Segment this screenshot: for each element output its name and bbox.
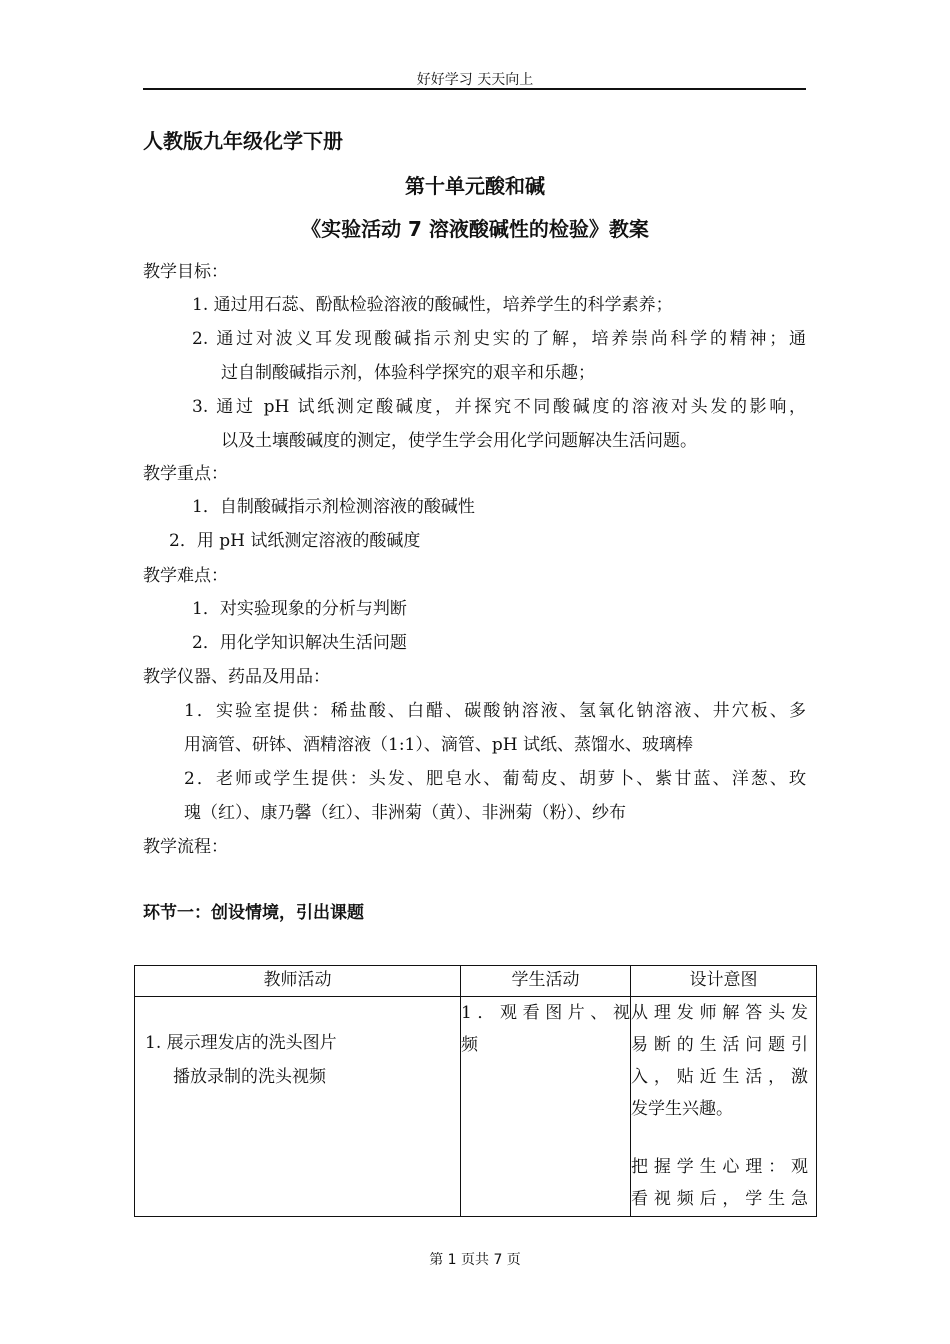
design-intent-cell [631,997,817,1217]
page-footer-number: 第 1 页共 7 页 [429,1252,521,1268]
design-intent-line-1: 从理发师解答头发 [631,1003,808,1023]
design-intent-spacer [631,1125,808,1151]
design-intent-line-4: 发学生兴趣。 [631,1099,733,1119]
objective-item-2-line-2: 过自制酸碱指示剂，体验科学探究的艰辛和乐趣； [221,363,595,383]
design-intent-line-5: 把握学生心理：观 [631,1157,808,1177]
page-header-text: 好好学习 天天向上 [416,72,534,88]
materials-item-2-line-2: 瑰（红）、康乃馨（红）、非洲菊（黄）、非洲菊（粉）、纱布 [184,803,626,823]
student-activity-line-2: 频 [461,1035,478,1055]
difficulty-item-2: 2．用化学知识解决生活问题 [192,633,407,653]
header-divider [143,88,806,90]
materials-item-1-line-2: 用滴管、研钵、酒精溶液（1:1）、滴管、pH 试纸、蒸馏水、玻璃棒 [184,735,693,755]
materials-item-2-line-1: 2．老师或学生提供：头发、肥皂水、葡萄皮、胡萝卜、紫甘蓝、洋葱、玫 [184,769,806,789]
objective-item-2-line-1: 2. 通过对波义耳发现酸碱指示剂史实的了解，培养崇尚科学的精神；通 [192,329,806,349]
student-activity-line-1: 1．观看图片、视 [461,1003,630,1023]
design-intent-line-2: 易断的生活问题引 [631,1035,808,1055]
table-row [135,997,817,1217]
doc-title-lesson: 《实验活动 7 溶液酸碱性的检验》教案 [301,217,649,241]
doc-title-unit: 第十单元酸和碱 [405,174,545,198]
objective-item-3-line-2: 以及土壤酸碱度的测定，使学生学会用化学问题解决生活问题。 [221,431,697,451]
design-intent-line-6: 看视频后，学生急 [631,1189,808,1209]
objective-item-3-line-1: 3. 通过 pH 试纸测定酸碱度，并探究不同酸碱度的溶液对头发的影响， [192,397,806,417]
process-heading: 教学流程： [143,837,228,857]
table-header-teacher: 教师活动 [135,966,461,997]
objective-item-1: 1. 通过用石蕊、酚酞检验溶液的酸碱性，培养学生的科学素养； [192,295,673,315]
table-header-student: 学生活动 [461,966,631,997]
student-activity-cell [461,997,631,1217]
materials-item-1-line-1: 1．实验室提供：稀盐酸、白醋、碳酸钠溶液、氢氧化钠溶液、井穴板、多 [184,701,806,721]
section-1-heading: 环节一：创设情境，引出课题 [143,903,364,923]
objectives-heading: 教学目标： [143,262,228,282]
lesson-activity-table [134,965,817,1217]
difficulty-item-1: 1．对实验现象的分析与判断 [192,599,407,619]
table-header-intent: 设计意图 [631,966,817,997]
teacher-activity-cell [135,997,461,1217]
doc-title-series: 人教版九年级化学下册 [143,129,343,153]
table-header-row [135,966,817,997]
materials-heading: 教学仪器、药品及用品： [143,667,330,687]
key-points-heading: 教学重点： [143,464,228,484]
key-point-item-1: 1．自制酸碱指示剂检测溶液的酸碱性 [192,497,475,517]
teacher-activity-line-2: 播放录制的洗头视频 [173,1067,326,1087]
key-point-item-2: 2．用 pH 试纸测定溶液的酸碱度 [169,531,421,551]
design-intent-line-3: 入，贴近生活，激 [631,1067,808,1087]
teacher-activity-line-1: 1. 展示理发店的洗头图片 [145,1033,337,1053]
difficulties-heading: 教学难点： [143,566,228,586]
